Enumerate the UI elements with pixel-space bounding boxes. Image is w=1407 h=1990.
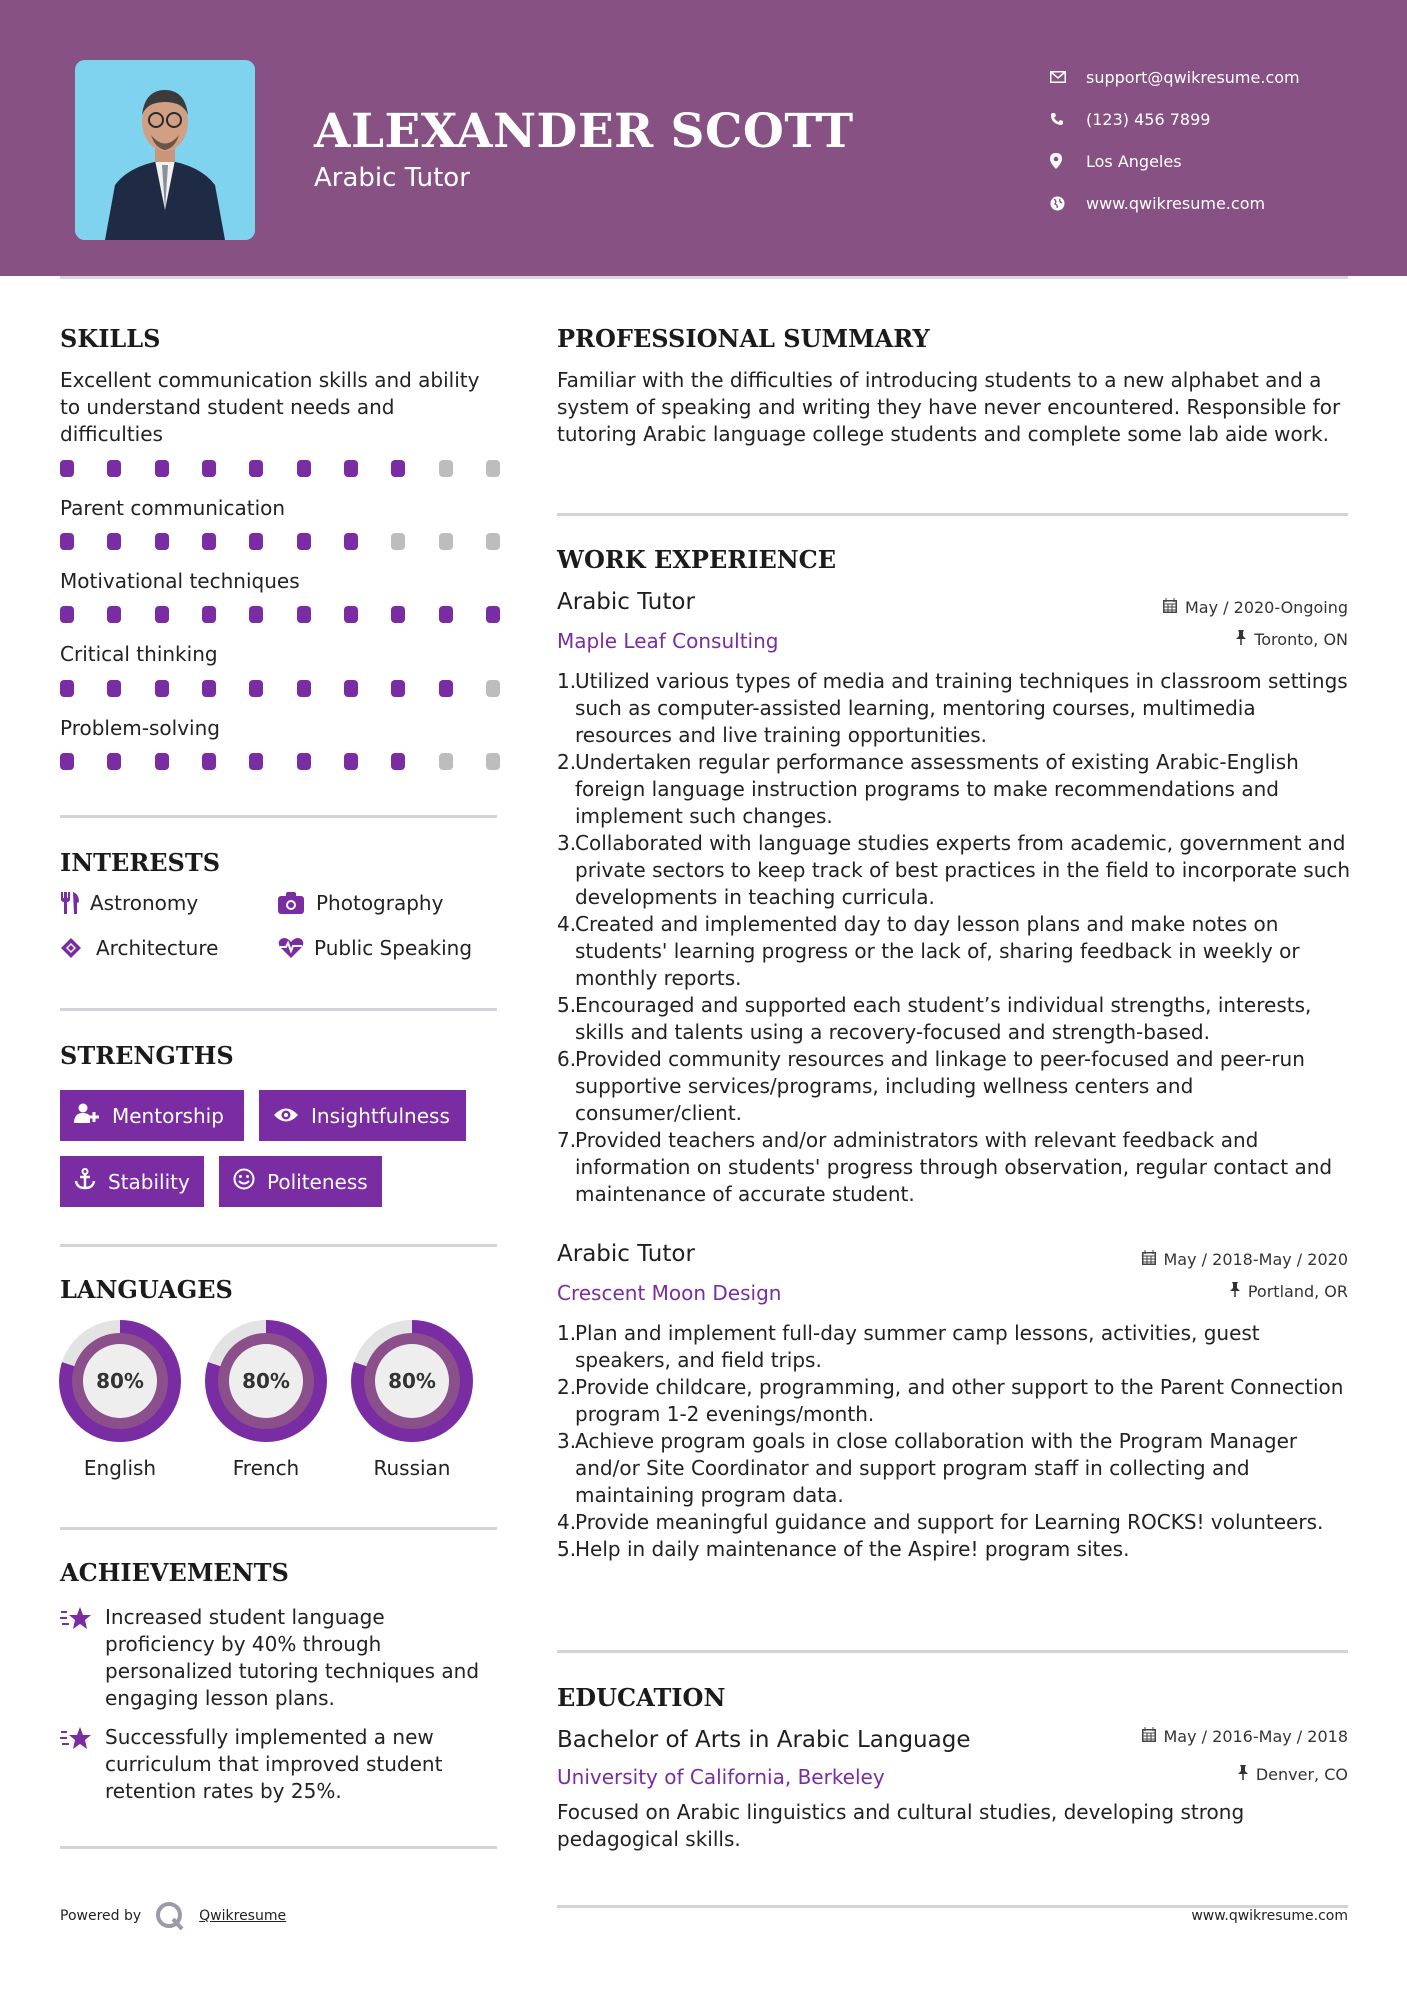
utensils-icon bbox=[60, 892, 90, 914]
language-progress-ring bbox=[351, 1320, 473, 1442]
rating-dot-filled bbox=[344, 680, 358, 697]
rating-dot-empty bbox=[439, 460, 453, 477]
interest-item bbox=[60, 936, 218, 960]
rating-dot-filled bbox=[249, 606, 263, 623]
interest-item bbox=[278, 936, 472, 960]
language-name: French bbox=[232, 1456, 300, 1480]
candidate-title: Arabic Tutor bbox=[314, 163, 470, 193]
section-divider bbox=[60, 1244, 497, 1247]
rating-dot-filled bbox=[60, 606, 74, 623]
job-bullet: 3. Achieve program goals in close collaboration with the Program Manager and/or Site Coordinator and support program staff in collecting and maintaining program data. bbox=[557, 1429, 1298, 1507]
rating-dot-filled bbox=[297, 533, 311, 550]
achievement-text: Successfully implemented a new curriculum that improved student retention rates by 25%. bbox=[105, 1725, 443, 1803]
strength-badge bbox=[259, 1090, 466, 1141]
rating-dot-empty bbox=[486, 680, 500, 697]
language-item bbox=[59, 1320, 181, 1480]
contact-phone[interactable] bbox=[1050, 98, 1300, 140]
contact-email[interactable] bbox=[1050, 56, 1300, 98]
job-bullet: 4. Provide meaningful guidance and support for Learning ROCKS! volunteers. bbox=[557, 1510, 1324, 1534]
shooting-star-icon bbox=[60, 1604, 105, 1712]
rating-dot-filled bbox=[344, 460, 358, 477]
rating-dot-filled bbox=[202, 606, 216, 623]
achievements-heading: ACHIEVEMENTS bbox=[60, 1558, 289, 1587]
language-item bbox=[351, 1320, 473, 1480]
language-name: English bbox=[83, 1456, 157, 1480]
school-name: University of California, Berkeley bbox=[557, 1765, 885, 1789]
map-pin-icon bbox=[1050, 153, 1086, 169]
rating-dot-filled bbox=[155, 460, 169, 477]
job-title: Arabic Tutor bbox=[557, 1241, 695, 1267]
rating-dot-filled bbox=[486, 606, 500, 623]
skill-name: Excellent communication skills and ability to understand student needs and difficulties bbox=[60, 368, 480, 446]
shooting-star-icon bbox=[60, 1724, 105, 1805]
achievement-text: Increased student language proficiency by 40% through personalized tutoring techniques and engaging lesson plans. bbox=[105, 1605, 480, 1710]
interest-label: Astronomy bbox=[90, 891, 199, 915]
rating-dot-filled bbox=[202, 753, 216, 770]
job-location bbox=[1230, 1282, 1348, 1301]
skill-rating bbox=[60, 753, 500, 770]
interest-label: Architecture bbox=[96, 936, 219, 960]
rating-dot-filled bbox=[344, 606, 358, 623]
job-bullet: 7. Provided teachers and/or administrators with relevant feedback and information on students' progress through observation, regular contact and maintenance of accurate student. bbox=[557, 1128, 1333, 1206]
education-dates bbox=[1142, 1727, 1349, 1746]
rating-dot-filled bbox=[297, 680, 311, 697]
rating-dot-filled bbox=[202, 680, 216, 697]
language-progress-ring bbox=[59, 1320, 181, 1442]
person-portrait-icon bbox=[75, 60, 255, 240]
interest-label: Public Speaking bbox=[314, 936, 473, 960]
experience-heading: WORK EXPERIENCE bbox=[557, 545, 837, 574]
job-title: Arabic Tutor bbox=[557, 589, 695, 615]
skill-name: Parent communication bbox=[60, 496, 286, 520]
job-bullet: 6. Provided community resources and linkage to peer-focused and peer-run supportive services/programs, including wellness centers and consumer/client. bbox=[557, 1047, 1305, 1125]
achievement-item bbox=[60, 1604, 500, 1712]
interest-label: Photography bbox=[316, 891, 444, 915]
header-divider bbox=[60, 276, 1348, 279]
powered-by bbox=[60, 1901, 286, 1931]
section-divider bbox=[60, 1846, 497, 1849]
calendar-icon bbox=[1163, 598, 1177, 617]
qwikresume-link[interactable]: Qwikresume bbox=[199, 1908, 287, 1924]
job-dates bbox=[1163, 598, 1348, 617]
job-dates-text: May / 2020-Ongoing bbox=[1185, 598, 1348, 617]
summary-heading: PROFESSIONAL SUMMARY bbox=[557, 324, 930, 353]
rating-dot-filled bbox=[155, 533, 169, 550]
rating-dot-filled bbox=[439, 680, 453, 697]
section-divider bbox=[557, 1650, 1348, 1653]
rating-dot-filled bbox=[107, 606, 121, 623]
section-divider bbox=[60, 1527, 497, 1530]
summary-text: Familiar with the difficulties of introducing students to a new alphabet and a system of speaking and writing they have never encountered. Responsible for tutoring Arabic language college students and complete some lab aide work. bbox=[557, 368, 1341, 446]
company-name: Maple Leaf Consulting bbox=[557, 629, 779, 653]
strength-badge bbox=[60, 1156, 204, 1207]
contact-website[interactable] bbox=[1050, 182, 1300, 224]
contact-website-text: www.qwikresume.com bbox=[1086, 193, 1266, 213]
rating-dot-empty bbox=[486, 533, 500, 550]
resume-header bbox=[0, 0, 1407, 276]
ticket-icon bbox=[60, 937, 96, 959]
envelope-icon bbox=[1050, 71, 1086, 83]
contact-list bbox=[1050, 56, 1300, 224]
rating-dot-filled bbox=[344, 753, 358, 770]
candidate-name: ALEXANDER SCOTT bbox=[314, 104, 854, 159]
rating-dot-filled bbox=[391, 680, 405, 697]
job-dates bbox=[1142, 1250, 1349, 1269]
interest-item bbox=[60, 891, 198, 915]
rating-dot-filled bbox=[297, 460, 311, 477]
job-bullet: 5. Help in daily maintenance of the Aspire! program sites. bbox=[557, 1537, 1130, 1561]
education-dates-text: May / 2016-May / 2018 bbox=[1163, 1727, 1348, 1746]
contact-email-text: support@qwikresume.com bbox=[1086, 67, 1300, 87]
strength-badge bbox=[60, 1090, 244, 1141]
heartbeat-icon bbox=[278, 937, 314, 959]
skill-name: Motivational techniques bbox=[60, 569, 300, 593]
rating-dot-empty bbox=[486, 753, 500, 770]
job-location bbox=[1236, 630, 1348, 649]
skills-heading: SKILLS bbox=[60, 324, 161, 353]
job-bullet: 1. Plan and implement full-day summer camp lessons, activities, guest speakers, and field trips. bbox=[557, 1321, 1260, 1372]
skill-rating bbox=[60, 680, 500, 697]
rating-dot-filled bbox=[391, 606, 405, 623]
rating-dot-empty bbox=[391, 533, 405, 550]
skill-name: Problem-solving bbox=[60, 716, 220, 740]
interest-item bbox=[278, 891, 443, 915]
skill-rating bbox=[60, 533, 500, 550]
company-name: Crescent Moon Design bbox=[557, 1281, 782, 1305]
phone-icon bbox=[1050, 112, 1086, 126]
job-bullet: 3. Collaborated with language studies experts from academic, government and private sectors to keep track of best practices in the field to incorporate such developments in teaching curricula. bbox=[557, 831, 1351, 909]
job-bullet: 2. Undertaken regular performance assessments of existing Arabic-English foreign language instruction programs to make recommendations and implement such changes. bbox=[557, 750, 1299, 828]
rating-dot-filled bbox=[155, 680, 169, 697]
strength-label: Politeness bbox=[267, 1169, 368, 1194]
rating-dot-filled bbox=[202, 460, 216, 477]
job-bullet: 1. Utilized various types of media and training techniques in classroom settings such as computer-assisted learning, mentoring courses, multimedia resources and live training opportunities. bbox=[557, 669, 1348, 747]
skill-name: Critical thinking bbox=[60, 642, 218, 666]
achievement-item bbox=[60, 1724, 500, 1805]
strength-label: Insightfulness bbox=[311, 1103, 450, 1128]
rating-dot-filled bbox=[344, 533, 358, 550]
job-bullet: 4. Created and implemented day to day lesson plans and make notes on students' learning progress or the lack of, sharing feedback in weekly or monthly reports. bbox=[557, 912, 1300, 990]
strength-badge bbox=[219, 1156, 382, 1207]
profile-photo bbox=[75, 60, 255, 240]
skill-rating bbox=[60, 606, 500, 623]
job-location-text: Portland, OR bbox=[1247, 1282, 1348, 1301]
language-progress-ring bbox=[205, 1320, 327, 1442]
job-bullet: 2. Provide childcare, programming, and other support to the Parent Connection program 1-2 evenings/month. bbox=[557, 1375, 1344, 1426]
globe-icon bbox=[1050, 196, 1086, 211]
job-bullet: 5. Encouraged and supported each student’s individual strengths, interests, skills and talents using a recovery-focused and strength-based. bbox=[557, 993, 1312, 1044]
rating-dot-filled bbox=[155, 606, 169, 623]
strength-label: Mentorship bbox=[112, 1103, 224, 1128]
rating-dot-filled bbox=[60, 533, 74, 550]
eye-icon bbox=[273, 1104, 299, 1128]
pushpin-icon bbox=[1230, 1282, 1240, 1301]
language-name: Russian bbox=[373, 1456, 451, 1480]
calendar-icon bbox=[1142, 1727, 1156, 1746]
contact-location bbox=[1050, 140, 1300, 182]
rating-dot-filled bbox=[249, 753, 263, 770]
education-heading: EDUCATION bbox=[557, 1683, 726, 1712]
strength-label: Stability bbox=[108, 1169, 190, 1194]
interests-heading: INTERESTS bbox=[60, 848, 221, 877]
qwikresume-logo-icon bbox=[155, 1901, 185, 1931]
degree-title: Bachelor of Arts in Arabic Language bbox=[557, 1727, 971, 1753]
language-item bbox=[205, 1320, 327, 1480]
rating-dot-filled bbox=[107, 460, 121, 477]
user-plus-icon bbox=[74, 1103, 100, 1128]
rating-dot-filled bbox=[249, 533, 263, 550]
rating-dot-filled bbox=[249, 460, 263, 477]
footer-url[interactable]: www.qwikresume.com bbox=[1191, 1908, 1348, 1924]
education-location bbox=[1238, 1765, 1348, 1784]
education-location-text: Denver, CO bbox=[1255, 1765, 1348, 1784]
powered-by-label: Powered by bbox=[60, 1908, 142, 1924]
language-percent: 80% bbox=[229, 1344, 303, 1418]
rating-dot-empty bbox=[486, 460, 500, 477]
rating-dot-empty bbox=[439, 533, 453, 550]
rating-dot-filled bbox=[391, 460, 405, 477]
rating-dot-filled bbox=[60, 753, 74, 770]
rating-dot-filled bbox=[249, 680, 263, 697]
rating-dot-filled bbox=[107, 533, 121, 550]
rating-dot-filled bbox=[297, 606, 311, 623]
languages-heading: LANGUAGES bbox=[60, 1275, 233, 1304]
strengths-heading: STRENGTHS bbox=[60, 1041, 234, 1070]
job-location-text: Toronto, ON bbox=[1254, 630, 1348, 649]
rating-dot-filled bbox=[297, 753, 311, 770]
rating-dot-filled bbox=[155, 753, 169, 770]
camera-icon bbox=[278, 892, 316, 914]
rating-dot-filled bbox=[107, 680, 121, 697]
pushpin-icon bbox=[1238, 1765, 1248, 1784]
rating-dot-filled bbox=[439, 606, 453, 623]
language-percent: 80% bbox=[83, 1344, 157, 1418]
rating-dot-empty bbox=[439, 753, 453, 770]
pushpin-icon bbox=[1236, 630, 1246, 649]
section-divider bbox=[60, 815, 497, 818]
language-percent: 80% bbox=[375, 1344, 449, 1418]
education-description: Focused on Arabic linguistics and cultural studies, developing strong pedagogical skills. bbox=[557, 1800, 1245, 1851]
section-divider bbox=[60, 1008, 497, 1011]
rating-dot-filled bbox=[391, 753, 405, 770]
rating-dot-filled bbox=[202, 533, 216, 550]
job-dates-text: May / 2018-May / 2020 bbox=[1163, 1250, 1348, 1269]
rating-dot-filled bbox=[60, 460, 74, 477]
calendar-icon bbox=[1142, 1250, 1156, 1269]
anchor-icon bbox=[74, 1168, 96, 1195]
contact-location-text: Los Angeles bbox=[1086, 151, 1182, 171]
contact-phone-text: (123) 456 7899 bbox=[1086, 109, 1211, 129]
smile-icon bbox=[233, 1168, 255, 1195]
section-divider bbox=[557, 513, 1348, 516]
rating-dot-filled bbox=[60, 680, 74, 697]
job-bullets bbox=[557, 668, 1357, 1208]
skill-rating bbox=[60, 460, 500, 477]
rating-dot-filled bbox=[107, 753, 121, 770]
job-bullets bbox=[557, 1320, 1357, 1563]
